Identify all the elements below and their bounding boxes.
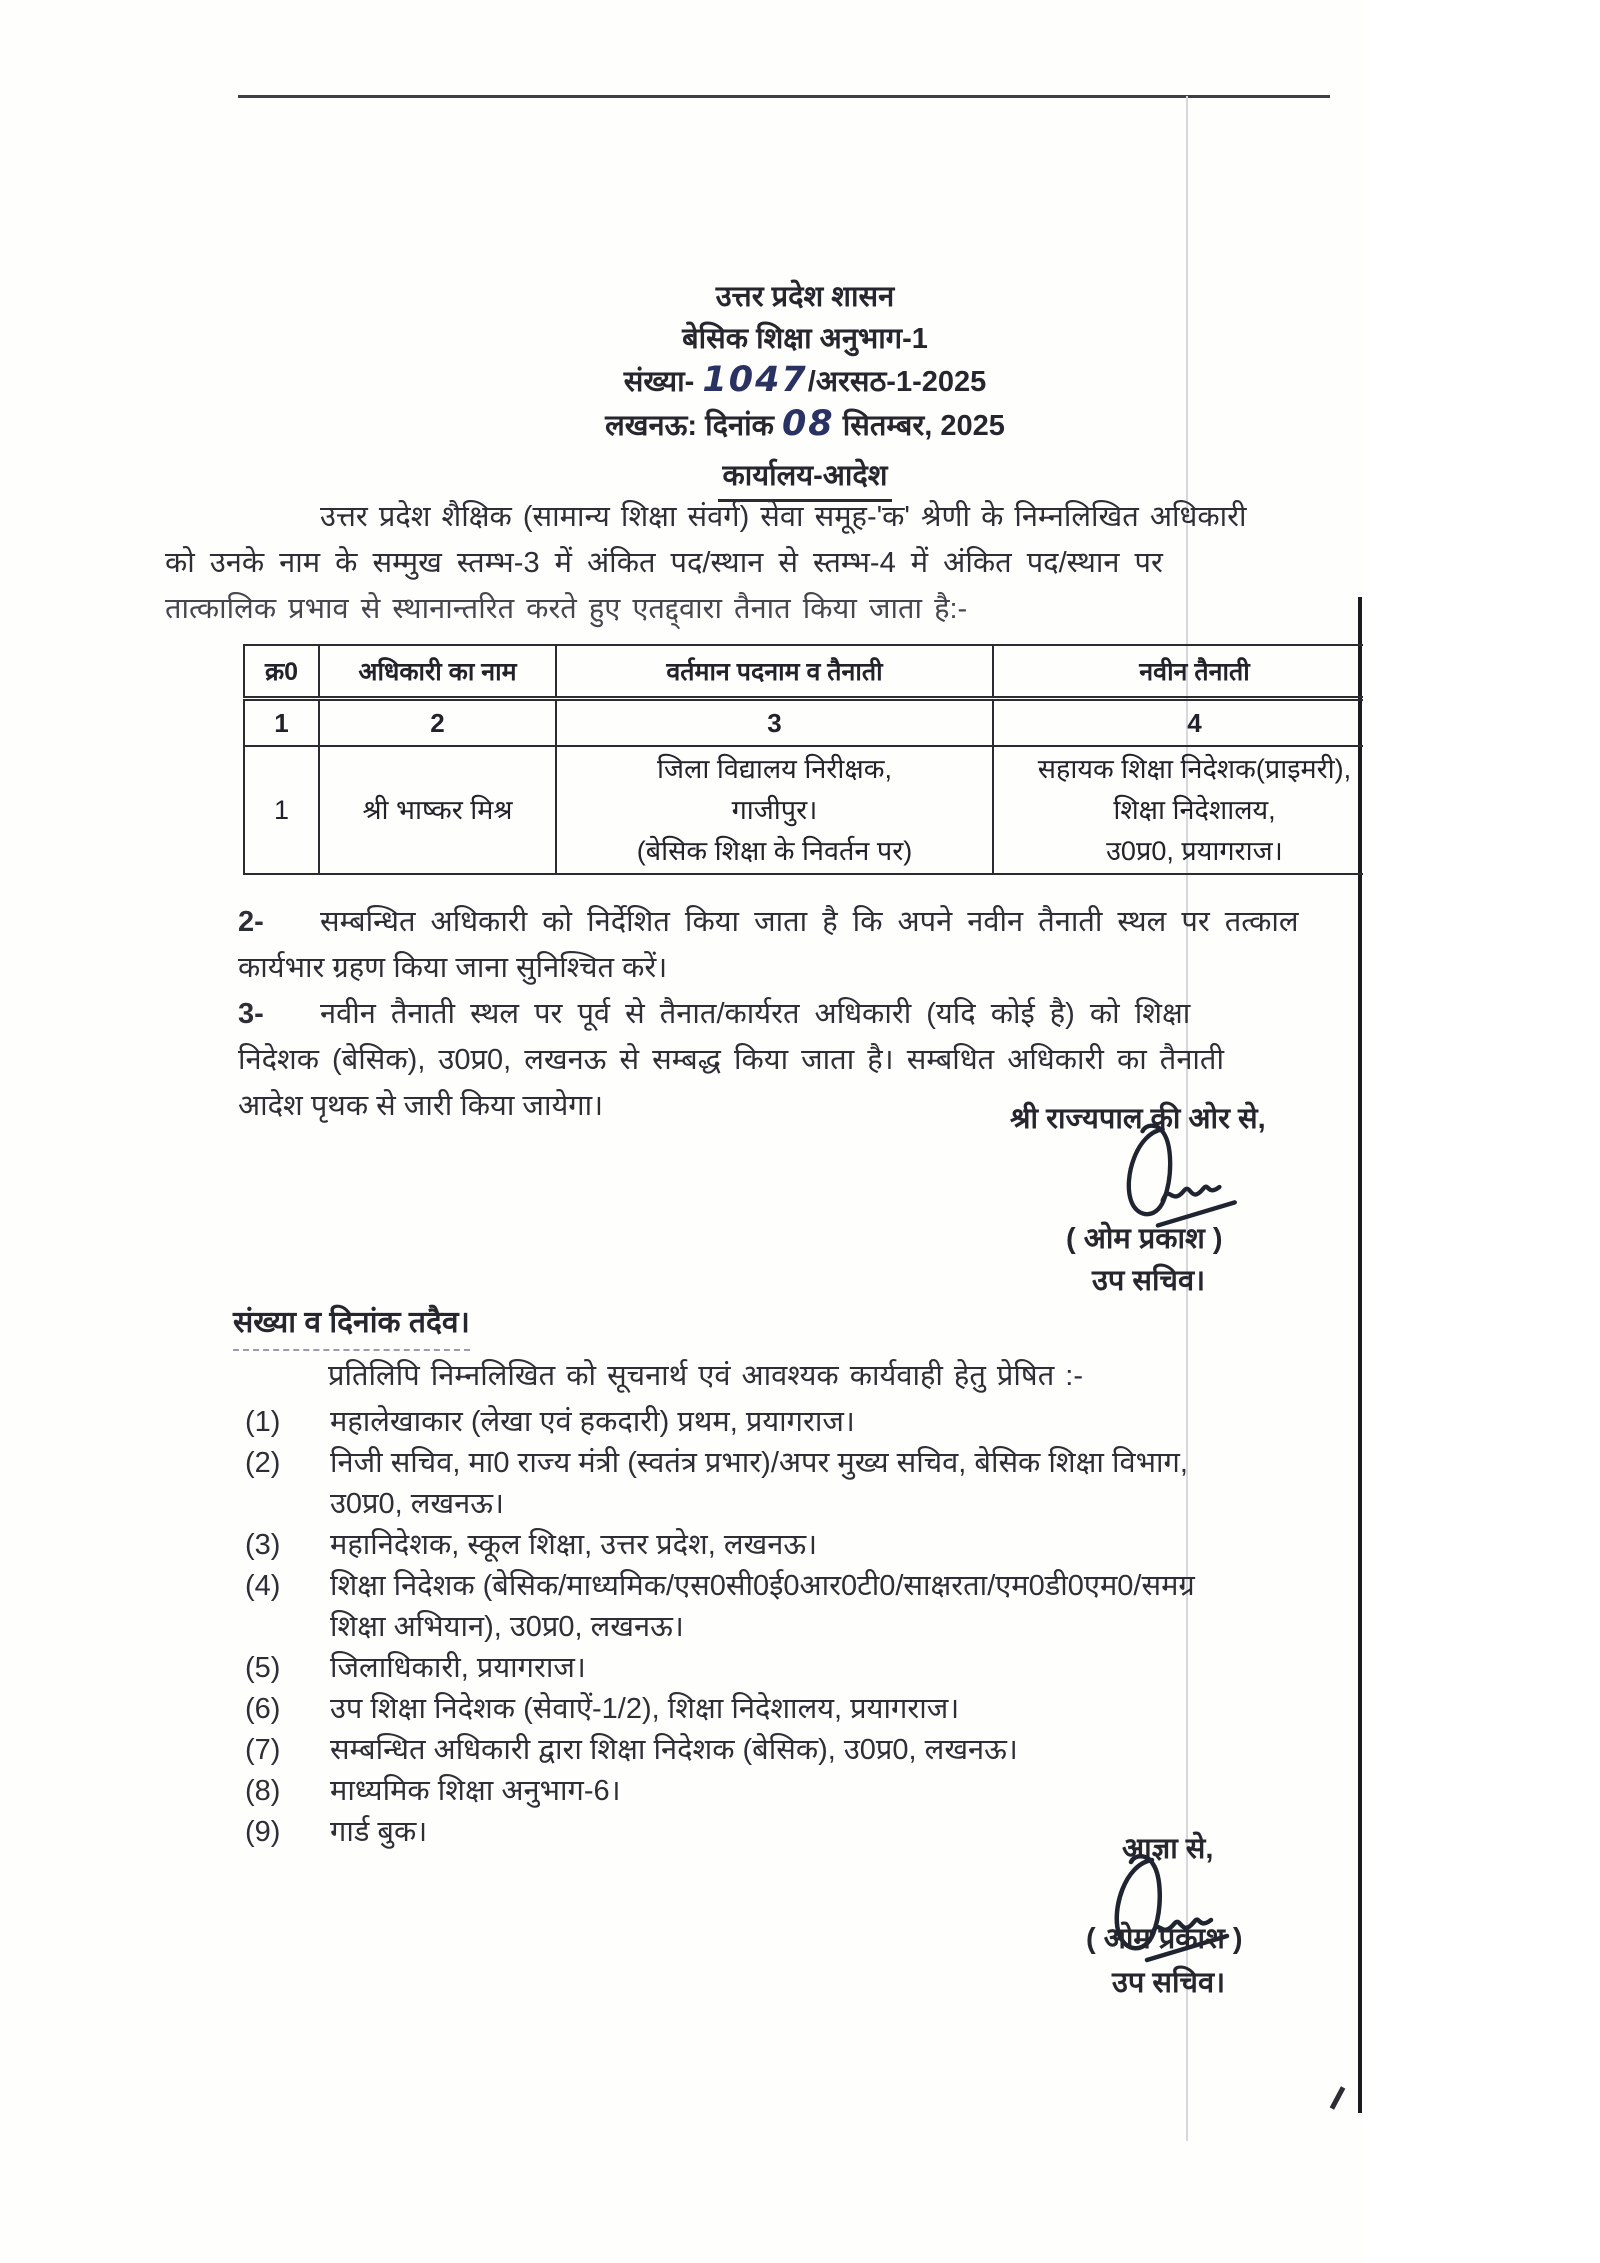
list-item-9-number: (9) (245, 1816, 281, 1848)
current-post-line-2: गाजीपुर। (731, 794, 818, 825)
ref-number-date-line: संख्या व दिनांक तदैव। (233, 1300, 470, 1351)
list-item-1-number: (1) (245, 1406, 281, 1438)
number-prefix: संख्या- (623, 366, 703, 398)
para-2-line-1 (238, 899, 1363, 945)
list-item-7-number: (7) (245, 1734, 281, 1766)
col-header-new-post: नवीन तैनाती (993, 645, 1363, 699)
list-item-2 (245, 1443, 1363, 1484)
list-item-2-text: निजी सचिव, मा0 राज्य मंत्री (स्वतंत्र प्रभार)/अपर मुख्य सचिव, बेसिक शिक्षा विभाग, (330, 1447, 1188, 1479)
date-suffix: सितम्बर, 2025 (834, 410, 1005, 442)
list-item-3-number: (3) (245, 1529, 281, 1561)
list-item-6 (245, 1689, 1363, 1730)
bottom-right-scan-mark (1330, 2086, 1346, 2110)
cell-new-post (993, 746, 1363, 874)
list-item-8-text: माध्यमिक शिक्षा अनुभाग-6। (330, 1775, 621, 1807)
table-row (244, 746, 1363, 874)
list-item-5 (245, 1648, 1363, 1689)
list-item-3-text: महानिदेशक, स्कूल शिक्षा, उत्तर प्रदेश, लखनऊ। (330, 1529, 818, 1561)
para-2-text-1: सम्बन्धित अधिकारी को निर्देशित किया जाता है कि अपने नवीन तैनाती स्थल पर तत्काल (320, 906, 1299, 938)
para-2-line-2: कार्यभार ग्रहण किया जाना सुनिश्चित करें। (238, 952, 668, 984)
signatory-title: उप सचिव। (1112, 1967, 1226, 1999)
list-item-6-number: (6) (245, 1693, 281, 1725)
list-item-8 (245, 1771, 1363, 1812)
para-1-line-3: तात्कालिक प्रभाव से स्थानान्तरित करते हुए एतद्द्वारा तैनात किया जाता है:- (165, 593, 968, 625)
signatory-name: ( ओम प्रकाश ) (1086, 1923, 1243, 1955)
header-section: बेसिक शिक्षा अनुभाग-1 (682, 323, 928, 355)
col-header-name: अधिकारी का नाम (319, 645, 556, 699)
cell-current-post (556, 746, 993, 874)
list-item-5-number: (5) (245, 1652, 281, 1684)
cell-sno: 1 (244, 746, 319, 874)
col-number-3: 3 (556, 699, 993, 747)
col-header-sno: क्र0 (244, 645, 319, 699)
header-government: उत्तर प्रदेश शासन (715, 281, 895, 313)
header-number-line (455, 360, 1155, 400)
col-number-1: 1 (244, 699, 319, 747)
col-header-current-post: वर्तमान पदनाम व तैनाती (556, 645, 993, 699)
table-column-number-row (244, 699, 1363, 747)
para-1 (165, 494, 1363, 632)
list-item-1-text: महालेखाकार (लेखा एवं हकदारी) प्रथम, प्रयागराज। (330, 1406, 855, 1438)
number-suffix: /अरसठ-1-2025 (807, 366, 987, 398)
list-item-9-text: गार्ड बुक। (330, 1816, 428, 1848)
transfer-table (243, 644, 1363, 875)
list-item-5-text: जिलाधिकारी, प्रयागराज। (330, 1652, 586, 1684)
list-item-4 (245, 1566, 1363, 1607)
date-prefix: लखनऊ: दिनांक (605, 410, 782, 442)
col-number-4: 4 (993, 699, 1363, 747)
col-number-2: 2 (319, 699, 556, 747)
page-top-edge-line (238, 95, 1330, 98)
signatory-title: उप सचिव। (1092, 1265, 1206, 1297)
list-item-8-number: (8) (245, 1775, 281, 1807)
handwritten-number: 1047 (702, 360, 808, 400)
list-item-4-number: (4) (245, 1570, 281, 1602)
on-behalf-of-governor-text: श्री राज्यपाल की ओर से, (1010, 1103, 1266, 1135)
list-item-4-text: शिक्षा निदेशक (बेसिक/माध्यमिक/एस0सी0ई0आर0टी0/साक्षरता/एम0डी0एम0/समग्र (330, 1570, 1195, 1602)
current-post-line-3: (बेसिक शिक्षा के निवर्तन पर) (636, 835, 913, 866)
para-3-text-1: नवीन तैनाती स्थल पर पूर्व से तैनात/कार्यरत अधिकारी (यदि कोई है) को शिक्षा (320, 998, 1191, 1030)
list-item-7-text: सम्बन्धित अधिकारी द्वारा शिक्षा निदेशक (बेसिक), उ0प्र0, लखनऊ। (330, 1734, 1018, 1766)
new-post-line-2: शिक्षा निदेशालय, (1113, 794, 1276, 825)
list-item-6-text: उप शिक्षा निदेशक (सेवाऐं-1/2), शिक्षा निदेशालय, प्रयागराज। (330, 1693, 960, 1725)
para-2-number: 2- (238, 906, 264, 938)
copy-intro-line: प्रतिलिपि निम्नलिखित को सूचनार्थ एवं आवश्यक कार्यवाही हेतु प्रेषित :- (328, 1360, 1083, 1392)
cell-officer-name: श्री भाष्कर मिश्र (319, 746, 556, 874)
para-1-line-1: उत्तर प्रदेश शैक्षिक (सामान्य शिक्षा संवर्ग) सेवा समूह-'क' श्रेणी के निम्नलिखित अधिकारी (320, 501, 1247, 533)
list-item-2-text-2: उ0प्र0, लखनऊ। (330, 1488, 504, 1520)
new-post-line-3: उ0प्र0, प्रयागराज। (1106, 835, 1283, 866)
table-header-row (244, 645, 1363, 699)
handwritten-date: 08 (781, 404, 835, 444)
copy-list (245, 1402, 1363, 1853)
list-item-3 (245, 1525, 1363, 1566)
list-item-2-number: (2) (245, 1447, 281, 1479)
header-date-line (455, 404, 1155, 444)
list-item-7 (245, 1730, 1363, 1771)
by-order-text: आज्ञा से, (1122, 1833, 1214, 1865)
para-2 (238, 899, 1363, 991)
list-item-1 (245, 1402, 1363, 1443)
current-post-line-1: जिला विद्यालय निरीक्षक, (657, 753, 892, 784)
signatory-name: ( ओम प्रकाश ) (1066, 1223, 1223, 1255)
para-3-line-3: आदेश पृथक से जारी किया जायेगा। (238, 1090, 604, 1122)
list-item-4-wrap (245, 1607, 1363, 1648)
para-3-number: 3- (238, 998, 264, 1030)
list-item-2-wrap (245, 1484, 1363, 1525)
list-item-4-text-2: शिक्षा अभियान), उ0प्र0, लखनऊ। (330, 1611, 684, 1643)
para-3-line-2: निदेशक (बेसिक), उ0प्र0, लखनऊ से सम्बद्ध किया जाता है। सम्बधित अधिकारी का तैनाती (238, 1044, 1224, 1076)
para-1-line-2: को उनके नाम के सम्मुख स्तम्भ-3 में अंकित पद/स्थान से स्तम्भ-4 में अंकित पद/स्थान पर (165, 547, 1163, 579)
new-post-line-1: सहायक शिक्षा निदेशक(प्राइमरी), (1037, 753, 1352, 784)
order-title: कार्यालय-आदेश (718, 455, 891, 502)
para-3-line-1 (238, 991, 1363, 1037)
